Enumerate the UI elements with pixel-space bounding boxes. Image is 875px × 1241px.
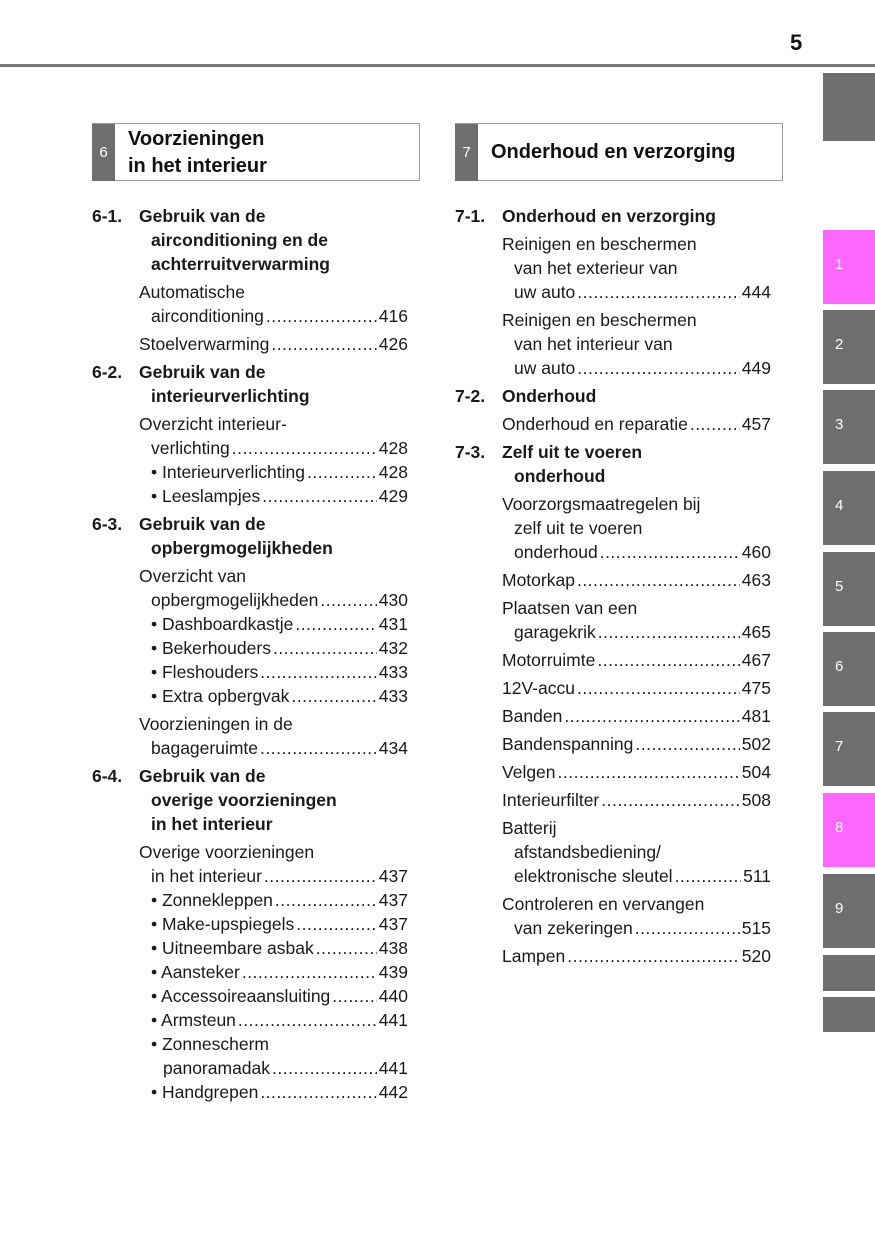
toc-section [455,440,771,968]
entry-text: Onderhoud en reparatie [502,414,688,434]
leader-dots [600,540,740,564]
toc-subentry[interactable] [92,636,408,660]
entry-text: • Accessoireaansluiting [151,986,331,1006]
entry-text: verlichting [151,438,230,458]
page-ref: 504 [741,762,771,782]
toc-entry[interactable] [92,564,408,612]
entry-text: 12V-accu [502,678,575,698]
side-tab-label: 8 [835,819,844,836]
entry-text: • Bekerhouders [151,638,271,658]
side-tab-label: 2 [835,336,844,353]
page-ref: 426 [378,334,408,354]
section-title-line: airconditioning en de [151,230,328,250]
toc-section [455,204,771,380]
toc-entry[interactable] [455,760,771,784]
leader-dots [598,620,740,644]
section-title-line: interieurverlichting [151,386,310,406]
toc-subentry[interactable] [92,912,408,936]
toc-subentry[interactable] [92,660,408,684]
page-ref: 438 [378,938,408,958]
entry-text: • Dashboardkastje [151,614,294,634]
entry-text: Overzicht interieur- [139,414,287,434]
section-heading[interactable] [455,440,771,488]
side-tab-label: 4 [835,497,844,514]
section-number: 6-1. [92,206,123,226]
toc-entry[interactable] [455,816,771,888]
toc-entry[interactable] [455,732,771,756]
entry-text: van zekeringen [514,918,633,938]
leader-dots [577,280,740,304]
page-ref: 432 [378,638,408,658]
entry-text: • Extra opbergvak [151,686,290,706]
chapter-7-header [455,123,783,181]
section-title-line: overige voorzieningen [151,790,337,810]
page-number: 5 [790,30,803,55]
side-tab-3[interactable] [823,390,875,464]
side-tab-label: 5 [835,578,844,595]
section-number: 7-1. [455,206,486,226]
leader-dots [558,760,740,784]
entry-text: van het exterieur van [514,258,678,278]
section-title-line: Onderhoud en verzorging [502,206,716,226]
top-rule [0,64,875,67]
section-title-line: Gebruik van de [139,206,266,226]
leader-dots [238,1008,377,1032]
leader-dots [564,704,739,728]
toc-subentry[interactable] [92,1008,408,1032]
leader-dots [266,304,377,328]
entry-text: Stoelverwarming [139,334,270,354]
side-tab-label: 1 [835,256,844,273]
leader-dots [291,684,376,708]
entry-text: • Fleshouders [151,662,259,682]
chapter-title [128,124,267,181]
entry-text: zelf uit te voeren [514,518,643,538]
leader-dots [272,1056,377,1080]
entry-text: Overzicht van [139,566,246,586]
entry-text: Controleren en vervangen [502,894,705,914]
section-number: 6-4. [92,766,123,786]
page-ref: 439 [378,962,408,982]
leader-dots [307,460,377,484]
leader-dots [242,960,377,984]
section-number: 7-2. [455,386,486,406]
toc-chapter-6 [92,204,408,1108]
page-ref: 429 [378,486,408,506]
side-tab-label: 6 [835,658,844,675]
page-ref: 508 [741,790,771,810]
entry-text: Bandenspanning [502,734,634,754]
entry-text: panoramadak [163,1058,271,1078]
chapter-title: Onderhoud en verzorging [491,141,736,163]
chapter-title-line: in het interieur [128,154,267,177]
toc-subentry[interactable] [92,460,408,484]
toc-entry[interactable] [92,412,408,460]
side-tab-blank-1[interactable] [823,955,875,991]
entry-text: • Armsteun [151,1010,236,1030]
page-ref: 430 [378,590,408,610]
entry-text: • Aansteker [151,962,240,982]
page-ref: 428 [378,462,408,482]
toc-entry[interactable] [92,712,408,760]
entry-text: • Leeslampjes [151,486,261,506]
entry-text: Automatische [139,282,246,302]
toc-subentry[interactable] [92,960,408,984]
leader-dots [232,436,377,460]
entry-text: Motorruimte [502,650,596,670]
page-ref: 442 [378,1082,408,1102]
entry-text: Plaatsen van een [502,598,638,618]
section-title-line: Gebruik van de [139,362,266,382]
toc-subentry[interactable] [92,1032,408,1080]
entry-text: opbergmogelijkheden [151,590,319,610]
toc-entry[interactable] [455,944,771,968]
toc-section [455,384,771,436]
entry-text: Motorkap [502,570,575,590]
side-tab-8[interactable] [823,793,875,867]
leader-dots [275,888,377,912]
side-tab-2[interactable] [823,310,875,384]
page-ref: 444 [741,282,771,302]
leader-dots [316,936,377,960]
entry-text: afstandsbediening/ [514,842,661,862]
entry-text: onderhoud [514,542,598,562]
toc-entry[interactable] [92,840,408,888]
toc-entry[interactable] [92,280,408,328]
leader-dots [635,732,739,756]
entry-text: Reinigen en beschermen [502,234,697,254]
toc-chapter-7 [455,204,771,972]
page-ref: 449 [741,358,771,378]
section-title-line: Zelf uit te voeren [502,442,643,462]
page-ref: 416 [378,306,408,326]
section-title-line: Gebruik van de [139,766,266,786]
leader-dots [271,332,376,356]
section-heading[interactable] [92,360,408,408]
entry-text: Interieurfilter [502,790,600,810]
page-ref: 460 [741,542,771,562]
leader-dots [320,588,376,612]
section-title-line: achterruitverwarming [151,254,330,274]
side-tab-1[interactable] [823,230,875,304]
chapter-number: 6 [92,124,115,181]
section-heading[interactable] [455,204,771,228]
leader-dots [295,612,376,636]
leader-dots [577,568,740,592]
entry-text: elektronische sleutel [514,866,673,886]
side-tab-4[interactable] [823,471,875,545]
entry-text: Banden [502,706,563,726]
chapter-number: 7 [455,124,478,181]
page-ref: 457 [741,414,771,434]
entry-text: airconditioning [151,306,264,326]
page-ref: 428 [378,438,408,458]
leader-dots [690,412,740,436]
entry-text: garagekrik [514,622,596,642]
page-ref: 515 [741,918,771,938]
page-ref: 465 [741,622,771,642]
section-heading[interactable] [92,204,408,276]
section-title-line: Gebruik van de [139,514,266,534]
toc-section [92,512,408,760]
side-tab-blank-2[interactable] [823,997,875,1032]
entry-text: Batterij [502,818,557,838]
toc-entry[interactable] [455,648,771,672]
page-ref: 437 [378,890,408,910]
entry-text: Voorzorgsmaatregelen bij [502,494,701,514]
chapter-6-header [92,123,420,181]
page-ref: 463 [741,570,771,590]
side-tab-label: 7 [835,738,844,755]
toc-entry[interactable] [455,892,771,940]
page-ref: 441 [378,1058,408,1078]
leader-dots [567,944,740,968]
leader-dots [273,636,377,660]
page-ref: 433 [378,662,408,682]
side-tab-9[interactable] [823,874,875,948]
toc-subentry[interactable] [92,888,408,912]
page-ref: 475 [741,678,771,698]
page-ref: 441 [378,1010,408,1030]
section-title-line: onderhoud [514,466,606,486]
page-ref: 511 [743,866,771,886]
toc-entry[interactable] [455,308,771,380]
entry-text: • Zonnekleppen [151,890,273,910]
chapter-title-line: Voorzieningen [128,127,265,150]
toc-entry[interactable] [455,412,771,436]
entry-text: Velgen [502,762,556,782]
toc-subentry[interactable] [92,1080,408,1104]
page-ref: 502 [741,734,771,754]
section-title-line: opbergmogelijkheden [151,538,333,558]
section-number: 6-2. [92,362,123,382]
page-ref: 431 [378,614,408,634]
toc-section [92,764,408,1104]
side-tab-blank-top[interactable] [823,73,875,141]
section-title-line: Onderhoud [502,386,597,406]
toc-subentry[interactable] [92,484,408,508]
entry-text: • Make-upspiegels [151,914,295,934]
entry-text: • Interieurverlichting [151,462,305,482]
leader-dots [577,676,740,700]
toc-subentry[interactable] [92,612,408,636]
leader-dots [601,788,740,812]
leader-dots [635,916,740,940]
side-tab-label: 9 [835,900,844,917]
side-tab-5[interactable] [823,552,875,626]
section-heading[interactable] [455,384,771,408]
page-ref: 520 [741,946,771,966]
entry-text: Reinigen en beschermen [502,310,697,330]
toc-entry[interactable] [455,676,771,700]
leader-dots [597,648,739,672]
side-tab-6[interactable] [823,632,875,706]
page-ref: 440 [378,986,408,1006]
page-ref: 467 [741,650,771,670]
toc-entry[interactable] [455,788,771,812]
toc-subentry[interactable] [92,984,408,1008]
entry-text: Overige voorzieningen [139,842,315,862]
toc-entry[interactable] [455,596,771,644]
page-ref: 481 [741,706,771,726]
entry-text: uw auto [514,282,576,302]
leader-dots [675,864,742,888]
toc-entry[interactable] [455,704,771,728]
entry-text: • Handgrepen [151,1082,259,1102]
entry-text: bagageruimte [151,738,259,758]
section-number: 6-3. [92,514,123,534]
entry-text: • Uitneembare asbak [151,938,314,958]
leader-dots [577,356,740,380]
page-ref: 433 [378,686,408,706]
side-tab-7[interactable] [823,712,875,786]
page-ref: 437 [378,914,408,934]
entry-text: in het interieur [151,866,262,886]
leader-dots [260,736,377,760]
leader-dots [332,984,377,1008]
entry-text: uw auto [514,358,576,378]
page-ref: 437 [378,866,408,886]
entry-text: Voorzieningen in de [139,714,293,734]
section-heading[interactable] [92,512,408,560]
leader-dots [264,864,377,888]
section-heading[interactable] [92,764,408,836]
toc-entry[interactable] [455,568,771,592]
side-tab-label: 3 [835,416,844,433]
page-ref: 434 [378,738,408,758]
section-title-line: in het interieur [151,814,273,834]
leader-dots [260,1080,376,1104]
leader-dots [296,912,377,936]
leader-dots [260,660,377,684]
section-number: 7-3. [455,442,486,462]
toc-entry[interactable] [92,332,408,356]
entry-text: Lampen [502,946,566,966]
toc-entry[interactable] [455,232,771,304]
entry-text: • Zonnescherm [151,1034,269,1054]
toc-section [92,204,408,356]
leader-dots [262,484,377,508]
toc-section [92,360,408,508]
entry-text: van het interieur van [514,334,673,354]
toc-subentry[interactable] [92,684,408,708]
toc-subentry[interactable] [92,936,408,960]
toc-entry[interactable] [455,492,771,564]
